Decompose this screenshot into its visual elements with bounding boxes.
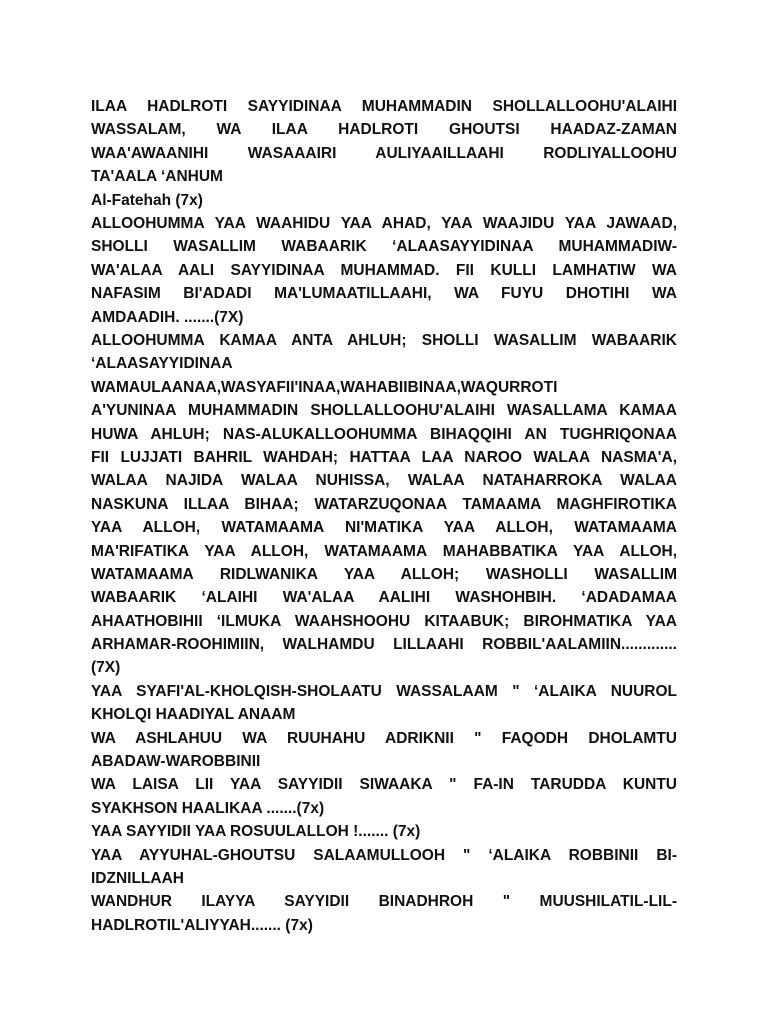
- text-line: ILAA HADLROTI SAYYIDINAA MUHAMMADIN SHOLLALLOOHU'ALAIHI: [91, 98, 677, 115]
- dedication-paragraph: [91, 95, 677, 189]
- text-line: AMDAADIH. .......(7X): [91, 308, 244, 326]
- verse-paragraph: [91, 820, 677, 843]
- text-line: WA'ALAA AALI SAYYIDINAA MUHAMMAD. FII KULLI LAMHATIW WA: [91, 261, 677, 279]
- fatehah-line: [91, 189, 677, 212]
- text-line: ABADAW-WAROBBINII: [91, 753, 261, 771]
- text-line: TA'AALA ‘ANHUM: [91, 168, 223, 186]
- verse-paragraph: [91, 844, 677, 891]
- prayer-paragraph: [91, 212, 677, 329]
- text-line: WASSALAM, WA ILAA HADLROTI GHOUTSI HAADAZ-ZAMAN: [91, 121, 677, 139]
- text-line: FII LUJJATI BAHRIL WAHDAH; HATTAA LAA NAROO WALAA NASMA'A,: [91, 448, 677, 466]
- prayer-paragraph: [91, 329, 677, 376]
- text-line: ‘ALAASAYYIDINAA: [91, 355, 233, 373]
- text-line: AHAATHOBIHII ‘ILMUKA WAAHSHOOHU KITAABUK; BIROHMATIKA YAA: [91, 612, 677, 630]
- text-line: IDZNILLAAH: [91, 870, 184, 888]
- text-line: YAA SAYYIDII YAA ROSUULALLOH !....... (7x): [91, 823, 421, 841]
- text-line: (7X): [91, 659, 121, 677]
- text-line: MA'RIFATIKA YAA ALLOH, WATAMAAMA MAHABBATIKA YAA ALLOH,: [91, 542, 677, 560]
- text-line: YAA AYYUHAL-GHOUTSU SALAAMULLOOH " ‘ALAIKA ROBBINII BI-: [91, 846, 677, 864]
- text-line: Al-Fatehah (7x): [91, 191, 203, 209]
- text-line: YAA ALLOH, WATAMAAMA NI'MATIKA YAA ALLOH, WATAMAAMA: [91, 519, 677, 537]
- text-line: ALLOOHUMMA KAMAA ANTA AHLUH; SHOLLI WASALLIM WABAARIK: [91, 331, 677, 349]
- text-line: WATAMAAMA RIDLWANIKA YAA ALLOH; WASHOLLI WASALLIM: [91, 565, 677, 583]
- text-line: NAFASIM BI'ADADI MA'LUMAATILLAAHI, WA FUYU DHOTIHI WA: [91, 285, 677, 303]
- text-line: WA ASHLAHUU WA RUUHAHU ADRIKNII " FAQODH DHOLAMTU: [91, 729, 677, 747]
- text-line: YAA SYAFI'AL-KHOLQISH-SHOLAATU WASSALAAM " ‘ALAIKA NUUROL: [91, 682, 677, 700]
- text-line: NASKUNA ILLAA BIHAA; WATARZUQONAA TAMAAMA MAGHFIROTIKA: [91, 495, 677, 513]
- text-line: WANDHUR ILAYYA SAYYIDII BINADHROH " MUUSHILATIL-LIL-: [91, 893, 677, 911]
- text-line: WABAARIK ‘ALAIHI WA'ALAA AALIHI WASHOHBIH. ‘ADADAMAA: [91, 589, 677, 607]
- prayer-paragraph: [91, 399, 677, 680]
- text-line: A'YUNINAA MUHAMMADIN SHOLLALLOOHU'ALAIHI WASALLAMA KAMAA: [91, 402, 677, 420]
- text-line: HUWA AHLUH; NAS-ALUKALLOOHUMMA BIHAQQIHI AN TUGHRIQONAA: [91, 425, 677, 443]
- document-page: [91, 95, 677, 937]
- prayer-paragraph: [91, 376, 677, 399]
- text-line: WAMAULAANAA,WASYAFII'INAA,WAHABIIBINAA,WAQURROTI: [91, 378, 558, 396]
- text-line: SHOLLI WASALLIM WABAARIK ‘ALAASAYYIDINAA MUHAMMADIW-: [91, 238, 677, 256]
- text-line: ARHAMAR-ROOHIMIIN, WALHAMDU LILLAAHI ROBBIL'AALAMIIN.............: [91, 636, 677, 654]
- verse-paragraph: [91, 680, 677, 727]
- text-line: WAA'AWAANIHI WASAAAIRI AULIYAAILLAAHI RODLIYALLOOHU: [91, 144, 677, 162]
- verse-paragraph: [91, 890, 677, 937]
- text-line: SYAKHSON HAALIKAA .......(7x): [91, 799, 325, 817]
- text-line: WALAA NAJIDA WALAA NUHISSA, WALAA NATAHARROKA WALAA: [91, 472, 677, 490]
- text-line: WA LAISA LII YAA SAYYIDII SIWAAKA " FA-IN TARUDDA KUNTU: [91, 776, 677, 794]
- text-line: ALLOOHUMMA YAA WAAHIDU YAA AHAD, YAA WAAJIDU YAA JAWAAD,: [91, 214, 677, 232]
- text-line: HADLROTIL'ALIYYAH....... (7x): [91, 916, 313, 934]
- verse-paragraph: [91, 773, 677, 820]
- verse-paragraph: [91, 727, 677, 774]
- text-line: KHOLQI HAADIYAL ANAAM: [91, 706, 296, 724]
